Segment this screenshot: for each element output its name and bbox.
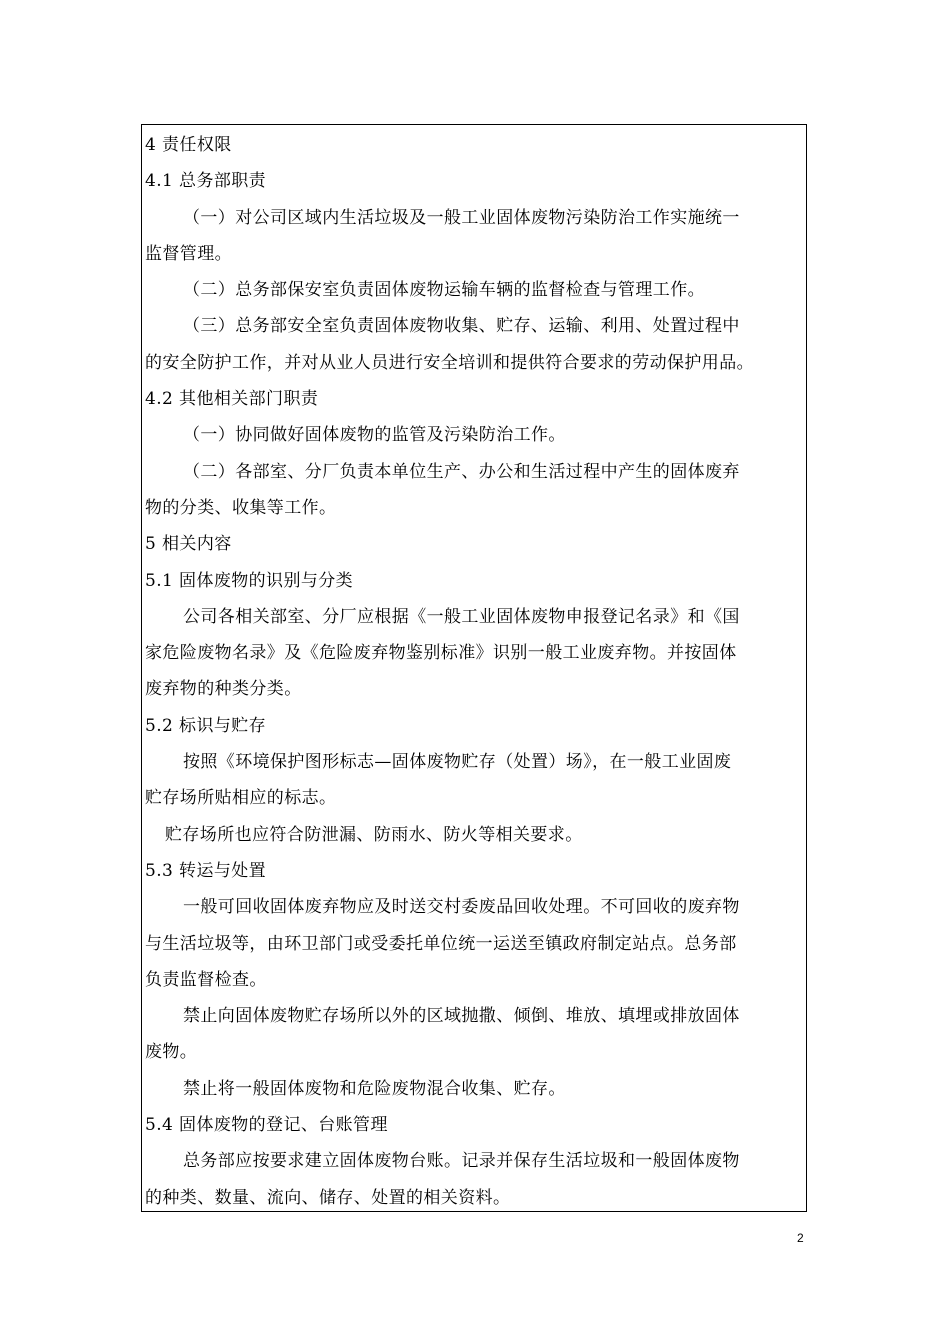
section-heading: 5 相关内容 <box>145 534 232 555</box>
document-content-box <box>141 124 807 1212</box>
paragraph-line: 禁止向固体废物贮存场所以外的区域抛撒、倾倒、堆放、填埋或排放固体 <box>183 1006 740 1027</box>
paragraph-line: 与生活垃圾等，由环卫部门或受委托单位统一运送至镇政府制定站点。总务部 <box>145 933 737 954</box>
subsection-heading: 5.4 固体废物的登记、台账管理 <box>145 1115 388 1136</box>
page-number: 2 <box>797 1231 804 1245</box>
paragraph-line: 一般可回收固体废弃物应及时送交村委废品回收处理。不可回收的废弃物 <box>183 897 740 918</box>
paragraph-line: 公司各相关部室、分厂应根据《一般工业固体废物申报登记名录》和《国 <box>183 606 740 627</box>
paragraph-line: 贮存场所也应符合防泄漏、防雨水、防火等相关要求。 <box>165 824 583 845</box>
paragraph-line: 的种类、数量、流向、储存、处置的相关资料。 <box>145 1187 511 1208</box>
paragraph-line: 监督管理。 <box>145 243 232 264</box>
paragraph-line: 的安全防护工作，并对从业人员进行安全培训和提供符合要求的劳动保护用品。 <box>145 352 754 373</box>
subsection-heading: 5.1 固体废物的识别与分类 <box>145 570 354 591</box>
paragraph-line: 家危险废物名录》及《危险废弃物鉴别标准》识别一般工业废弃物。并按固体 <box>145 643 737 664</box>
paragraph-line: 负责监督检查。 <box>145 969 267 990</box>
subsection-heading: 4.1 总务部职责 <box>145 171 267 192</box>
paragraph-line: 禁止将一般固体废物和危险废物混合收集、贮存。 <box>183 1078 566 1099</box>
section-heading: 4 责任权限 <box>145 135 232 155</box>
paragraph-line: 总务部应按要求建立固体废物台账。记录并保存生活垃圾和一般固体废物 <box>183 1151 740 1172</box>
subsection-heading: 5.2 标识与贮存 <box>145 715 267 736</box>
subsection-heading: 4.2 其他相关部门职责 <box>145 389 319 410</box>
paragraph-line: 贮存场所贴相应的标志。 <box>145 788 337 809</box>
paragraph-line: 按照《环境保护图形标志—固体废物贮存（处置）场》，在一般工业固废 <box>183 752 732 773</box>
subsection-heading: 5.3 转运与处置 <box>145 860 267 881</box>
paragraph-line: （一）协同做好固体废物的监管及污染防治工作。 <box>183 425 566 446</box>
paragraph-line: （二）各部室、分厂负责本单位生产、办公和生活过程中产生的固体废弃 <box>183 461 740 482</box>
paragraph-line: （二）总务部保安室负责固体废物运输车辆的监督检查与管理工作。 <box>183 280 705 301</box>
paragraph-line: （一）对公司区域内生活垃圾及一般工业固体废物污染防治工作实施统一 <box>183 207 740 228</box>
paragraph-line: 废物。 <box>145 1042 198 1063</box>
paragraph-line: （三）总务部安全室负责固体废物收集、贮存、运输、利用、处置过程中 <box>183 316 740 337</box>
paragraph-line: 废弃物的种类分类。 <box>145 679 302 700</box>
paragraph-line: 物的分类、收集等工作。 <box>145 497 337 518</box>
